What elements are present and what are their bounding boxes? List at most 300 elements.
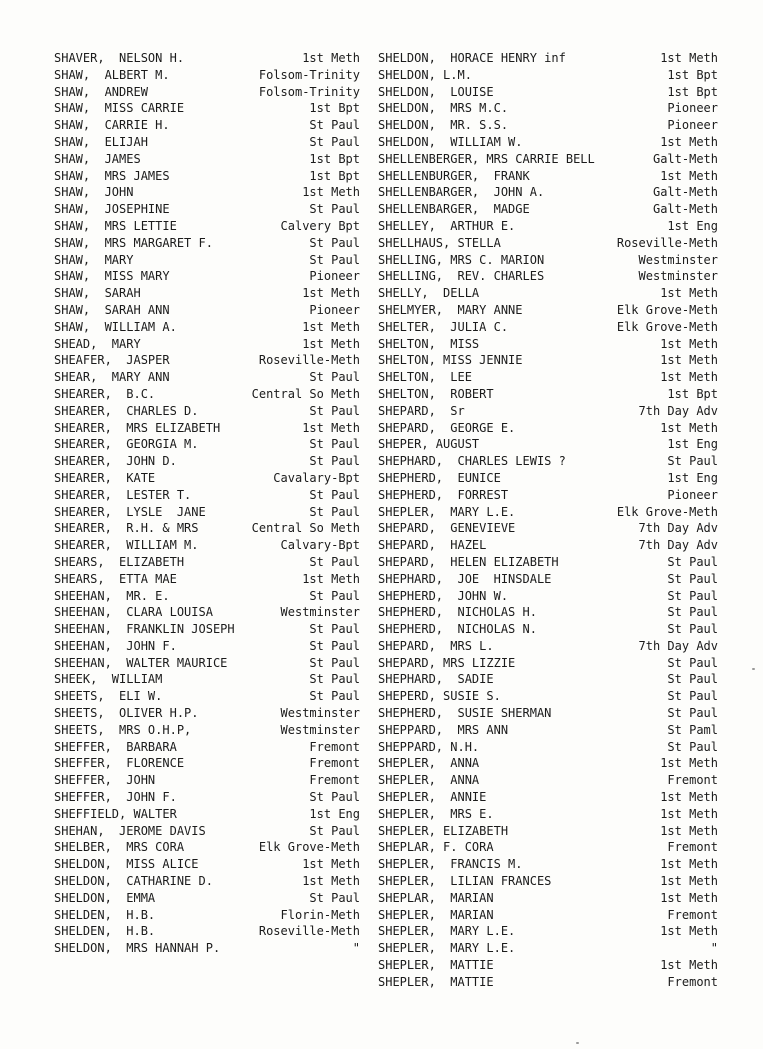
- list-item: [378, 84, 718, 101]
- list-item: [378, 755, 718, 772]
- entry-name: SHELLENBARGER, MADGE: [378, 202, 530, 217]
- entry-name: SHAW, MISS CARRIE: [54, 101, 185, 116]
- list-item: [378, 907, 718, 924]
- list-item: [378, 168, 718, 185]
- entry-church: St Paul: [667, 571, 718, 586]
- entry-church: 1st Meth: [302, 51, 360, 65]
- list-item: [378, 806, 718, 823]
- entry-name: SHELLING, MRS C. MARION: [378, 252, 545, 267]
- right-column: [378, 50, 718, 991]
- entry-church: St Paul: [309, 235, 360, 250]
- list-item: [54, 554, 360, 571]
- entry-name: SHEARER, GEORGIA M.: [54, 437, 199, 452]
- list-item: [54, 739, 360, 756]
- entry-name: SHEARER, B.C.: [54, 386, 156, 401]
- entry-name: SHEPARD, GEORGE E.: [378, 420, 516, 435]
- entry-name: SHELDON, HORACE HENRY inf: [378, 51, 566, 65]
- entry-church: 1st Bpt: [667, 84, 718, 99]
- entry-name: SHEPLER, MATTIE: [378, 974, 494, 989]
- entry-church: Galt-Meth: [652, 202, 718, 217]
- entry-name: SHEARS, ELIZABETH: [54, 554, 185, 569]
- entry-name: SHEFFER, JOHN F.: [54, 790, 177, 805]
- entry-church: St Paul: [667, 605, 718, 620]
- entry-church: St Paul: [667, 588, 718, 603]
- entry-name: SHEARER, KATE: [54, 470, 156, 485]
- entry-church: Roseville-Meth: [258, 924, 360, 939]
- entry-church: 1st Bpt: [667, 386, 718, 401]
- entry-church: St Paul: [309, 588, 360, 603]
- entry-church: St Paul: [309, 487, 360, 502]
- entry-name: SHELTER, JULIA C.: [378, 319, 509, 334]
- list-item: [54, 487, 360, 504]
- list-item: [54, 940, 360, 957]
- entry-church: St Paul: [309, 134, 360, 149]
- list-item: [54, 50, 360, 67]
- entry-name: SHEHAN, JEROME DAVIS: [54, 823, 206, 838]
- entry-church: St Paul: [309, 202, 360, 217]
- list-item: [378, 184, 718, 201]
- list-item: [378, 823, 718, 840]
- entry-name: SHEPHARD, CHARLES LEWIS ?: [378, 454, 566, 469]
- entry-name: SHEFFER, JOHN: [54, 773, 156, 788]
- entry-name: SHEARER, R.H. & MRS: [54, 521, 199, 536]
- list-item: [54, 873, 360, 890]
- entry-name: SHELLEY, ARTHUR E.: [378, 218, 516, 233]
- list-item: [54, 336, 360, 353]
- list-item: [378, 638, 718, 655]
- list-item: [54, 470, 360, 487]
- list-item: [378, 940, 718, 957]
- list-item: [54, 772, 360, 789]
- list-item: [378, 856, 718, 873]
- entry-name: SHAW, ANDREW: [54, 84, 148, 99]
- entry-name: SHEPARD, GENEVIEVE: [378, 521, 516, 536]
- entry-name: SHEPLER, LILIAN FRANCES: [378, 874, 552, 889]
- list-item: [378, 420, 718, 437]
- entry-church: 1st Meth: [302, 319, 360, 334]
- entry-name: SHELTON, ROBERT: [378, 386, 494, 401]
- entry-name: SHELDON, L.M.: [378, 67, 472, 82]
- entry-church: Central So Meth: [251, 521, 360, 536]
- list-item: [378, 235, 718, 252]
- list-item: [54, 386, 360, 403]
- list-item: [378, 772, 718, 789]
- entry-church: Calvery Bpt: [280, 218, 360, 233]
- entry-name: SHEAD, MARY: [54, 336, 141, 351]
- list-item: [378, 151, 718, 168]
- entry-name: SHELLING, REV. CHARLES: [378, 269, 545, 284]
- entry-church: St Paul: [667, 672, 718, 687]
- entry-name: SHEPHERD, NICHOLAS N.: [378, 622, 537, 637]
- list-item: [378, 705, 718, 722]
- entry-church: 1st Meth: [660, 806, 718, 821]
- list-item: [378, 873, 718, 890]
- entry-name: SHEEHAN, CLARA LOUISA: [54, 605, 213, 620]
- entry-name: SHELDON, MR. S.S.: [378, 118, 509, 133]
- entry-name: SHEEHAN, MR. E.: [54, 588, 170, 603]
- entry-name: SHEPLER, ANNIE: [378, 790, 487, 805]
- entry-church: St Paul: [667, 655, 718, 670]
- list-item: [378, 67, 718, 84]
- entry-name: SHAW, ELIJAH: [54, 134, 148, 149]
- list-item: [54, 604, 360, 621]
- list-item: [378, 504, 718, 521]
- list-item: [378, 100, 718, 117]
- entry-name: SHAVER, NELSON H.: [54, 51, 185, 65]
- list-item: [54, 789, 360, 806]
- list-item: [54, 571, 360, 588]
- entry-church: Westminster: [280, 706, 360, 721]
- list-item: [378, 403, 718, 420]
- entry-church: 1st Eng: [309, 806, 360, 821]
- entry-name: SHELTON, MISS: [378, 336, 480, 351]
- entry-name: SHELMYER, MARY ANNE: [378, 302, 523, 317]
- list-item: [54, 268, 360, 285]
- list-item: [378, 285, 718, 302]
- entry-church: Elk Grove-Meth: [258, 840, 360, 855]
- entry-church: 1st Meth: [660, 790, 718, 805]
- entry-name: SHEARER, LYSLE JANE: [54, 504, 206, 519]
- entry-church: 1st Meth: [302, 857, 360, 872]
- list-item: [378, 537, 718, 554]
- entry-name: SHAW, ALBERT M.: [54, 67, 170, 82]
- entry-church: Fremont: [309, 756, 360, 771]
- entry-church: St Paul: [309, 554, 360, 569]
- entry-church: Fremont: [667, 840, 718, 855]
- entry-name: SHELLHAUS, STELLA: [378, 235, 501, 250]
- entry-church: ": [710, 941, 718, 956]
- entry-church: 1st Meth: [660, 823, 718, 838]
- list-item: [54, 638, 360, 655]
- entry-name: SHEPLER, ANNA: [378, 756, 480, 771]
- list-item: [378, 554, 718, 571]
- entry-church: 1st Bpt: [309, 168, 360, 183]
- entry-name: SHELDON, MRS M.C.: [378, 101, 509, 116]
- list-item: [54, 352, 360, 369]
- entry-church: Elk Grove-Meth: [616, 319, 718, 334]
- entry-church: Westminster: [280, 722, 360, 737]
- entry-name: SHELDEN, H.B.: [54, 907, 156, 922]
- entry-church: Westminster: [638, 269, 718, 284]
- entry-name: SHEARER, MRS ELIZABETH: [54, 420, 221, 435]
- list-item: [378, 319, 718, 336]
- entry-church: Westminster: [280, 605, 360, 620]
- entry-church: 1st Bpt: [309, 151, 360, 166]
- entry-name: SHELDEN, H.B.: [54, 924, 156, 939]
- entry-name: SHEPER, AUGUST: [378, 437, 480, 452]
- entry-name: SHELTON, MISS JENNIE: [378, 353, 523, 368]
- entry-name: SHEPHERD, JOHN W.: [378, 588, 509, 603]
- entry-church: Fremont: [667, 974, 718, 989]
- entry-church: 1st Eng: [667, 218, 718, 233]
- entry-name: SHAW, MRS JAMES: [54, 168, 170, 183]
- entry-name: SHELTON, LEE: [378, 370, 472, 385]
- entry-church: 1st Meth: [660, 134, 718, 149]
- entry-church: Elk Grove-Meth: [616, 302, 718, 317]
- entry-name: SHAW, JOHN: [54, 185, 134, 200]
- list-item: [378, 957, 718, 974]
- entry-church: St Paml: [667, 722, 718, 737]
- entry-church: Fremont: [667, 773, 718, 788]
- entry-church: 7th Day Adv: [638, 638, 718, 653]
- entry-name: SHEPARD, Sr: [378, 403, 465, 418]
- entry-church: 1st Meth: [302, 874, 360, 889]
- entry-name: SHAW, SARAH: [54, 286, 141, 301]
- entry-church: St Paul: [667, 622, 718, 637]
- list-item: [378, 974, 718, 991]
- list-item: [54, 252, 360, 269]
- entry-name: SHEPHERD, FORREST: [378, 487, 509, 502]
- entry-church: St Paul: [309, 118, 360, 133]
- entry-church: St Paul: [309, 504, 360, 519]
- entry-name: SHEARER, CHARLES D.: [54, 403, 199, 418]
- entry-church: St Paul: [309, 622, 360, 637]
- list-item: [378, 655, 718, 672]
- entry-church: 7th Day Adv: [638, 521, 718, 536]
- entry-name: SHEARER, JOHN D.: [54, 454, 177, 469]
- list-item: [54, 588, 360, 605]
- left-column: [54, 50, 360, 957]
- entry-name: SHELDON, EMMA: [54, 890, 156, 905]
- entry-church: St Paul: [309, 823, 360, 838]
- entry-name: SHEPLER, MARY L.E.: [378, 504, 516, 519]
- entry-church: St Paul: [667, 454, 718, 469]
- entry-name: SHEPLER, MATTIE: [378, 958, 494, 973]
- entry-church: 1st Meth: [660, 420, 718, 435]
- list-item: [54, 823, 360, 840]
- list-item: [54, 621, 360, 638]
- entry-name: SHAW, JAMES: [54, 151, 141, 166]
- entry-church: Pioneer: [667, 487, 718, 502]
- list-item: [378, 722, 718, 739]
- entry-church: St Paul: [309, 437, 360, 452]
- list-item: [54, 705, 360, 722]
- entry-church: 1st Bpt: [667, 67, 718, 82]
- list-item: [54, 151, 360, 168]
- entry-name: SHELLY, DELLA: [378, 286, 480, 301]
- entry-name: SHEPLER, MARIAN: [378, 907, 494, 922]
- list-item: [378, 268, 718, 285]
- list-item: [378, 739, 718, 756]
- list-item: [54, 201, 360, 218]
- entry-church: 1st Meth: [660, 857, 718, 872]
- list-item: [54, 420, 360, 437]
- list-item: [54, 504, 360, 521]
- list-item: [378, 890, 718, 907]
- entry-church: 1st Meth: [660, 874, 718, 889]
- list-item: [54, 403, 360, 420]
- entry-church: St Paul: [309, 454, 360, 469]
- entry-church: 1st Meth: [660, 890, 718, 905]
- list-item: [54, 285, 360, 302]
- list-item: [54, 839, 360, 856]
- entry-name: SHEPLER, FRANCIS M.: [378, 857, 523, 872]
- list-item: [54, 890, 360, 907]
- entry-church: Galt-Meth: [652, 151, 718, 166]
- entry-name: SHEPLER, MARY L.E.: [378, 924, 516, 939]
- list-item: [54, 537, 360, 554]
- entry-name: SHEEK, WILLIAM: [54, 672, 163, 687]
- entry-church: St Paul: [309, 655, 360, 670]
- entry-church: 1st Meth: [302, 420, 360, 435]
- list-item: [54, 856, 360, 873]
- list-item: [54, 67, 360, 84]
- entry-church: 1st Meth: [660, 51, 718, 65]
- list-item: [378, 923, 718, 940]
- entry-church: Cavalary-Bpt: [273, 470, 360, 485]
- entry-name: SHEPHERD, NICHOLAS H.: [378, 605, 537, 620]
- entry-name: SHEARER, WILLIAM M.: [54, 538, 199, 553]
- entry-name: SHEARER, LESTER T.: [54, 487, 192, 502]
- list-item: [378, 789, 718, 806]
- entry-name: SHELDON, WILLIAM W.: [378, 134, 523, 149]
- entry-church: St Paul: [309, 790, 360, 805]
- list-item: [54, 134, 360, 151]
- entry-name: SHAW, MRS LETTIE: [54, 218, 177, 233]
- entry-church: 1st Meth: [660, 924, 718, 939]
- entry-name: SHEAR, MARY ANN: [54, 370, 170, 385]
- entry-church: 1st Meth: [660, 353, 718, 368]
- list-item: [378, 453, 718, 470]
- entry-church: Fremont: [309, 773, 360, 788]
- entry-name: SHAW, MARY: [54, 252, 134, 267]
- entry-church: Fremont: [667, 907, 718, 922]
- entry-church: St Paul: [667, 554, 718, 569]
- entry-name: SHELDON, MRS HANNAH P.: [54, 941, 221, 956]
- entry-church: Elk Grove-Meth: [616, 504, 718, 519]
- entry-church: Central So Meth: [251, 386, 360, 401]
- entry-name: SHELLENBERGER, MRS CARRIE BELL: [378, 151, 595, 166]
- entry-name: SHEAFER, JASPER: [54, 353, 170, 368]
- entry-church: Galt-Meth: [652, 185, 718, 200]
- entry-church: Florin-Meth: [280, 907, 360, 922]
- list-item: [378, 336, 718, 353]
- entry-name: SHEPLER, ELIZABETH: [378, 823, 509, 838]
- entry-name: SHEPLAR, F. CORA: [378, 840, 494, 855]
- entry-church: 1st Eng: [667, 437, 718, 452]
- entry-church: Folsom-Trinity: [258, 84, 360, 99]
- list-item: [54, 100, 360, 117]
- list-item: [378, 436, 718, 453]
- entry-church: 1st Meth: [660, 336, 718, 351]
- entry-church: Pioneer: [309, 269, 360, 284]
- list-item: [378, 688, 718, 705]
- list-item: [378, 520, 718, 537]
- entry-name: SHELLENBARGER, JOHN A.: [378, 185, 545, 200]
- entry-church: St Paul: [667, 689, 718, 704]
- entry-name: SHELBER, MRS CORA: [54, 840, 185, 855]
- entry-name: SHEPHARD, JOE HINSDALE: [378, 571, 552, 586]
- list-item: [378, 252, 718, 269]
- entry-church: St Paul: [309, 672, 360, 687]
- list-item: [54, 117, 360, 134]
- entry-name: SHEETS, OLIVER H.P.: [54, 706, 199, 721]
- list-item: [378, 386, 718, 403]
- list-item: [54, 520, 360, 537]
- entry-church: ": [352, 941, 360, 956]
- entry-church: 1st Meth: [302, 571, 360, 586]
- entry-church: St Paul: [667, 739, 718, 754]
- list-item: [54, 84, 360, 101]
- entry-name: SHEARS, ETTA MAE: [54, 571, 177, 586]
- list-item: [378, 621, 718, 638]
- list-item: [378, 369, 718, 386]
- list-item: [378, 470, 718, 487]
- list-item: [54, 235, 360, 252]
- list-item: [54, 319, 360, 336]
- list-item: [378, 201, 718, 218]
- entry-name: SHEPPARD, N.H.: [378, 739, 480, 754]
- list-item: [378, 588, 718, 605]
- entry-church: St Paul: [309, 403, 360, 418]
- list-item: [54, 907, 360, 924]
- list-item: [54, 755, 360, 772]
- entry-church: St Paul: [309, 890, 360, 905]
- entry-church: Fremont: [309, 739, 360, 754]
- list-item: [54, 369, 360, 386]
- entry-church: Westminster: [638, 252, 718, 267]
- entry-name: SHEEHAN, WALTER MAURICE: [54, 655, 228, 670]
- entry-name: SHEFFER, BARBARA: [54, 739, 177, 754]
- entry-name: SHEFFIELD, WALTER: [54, 806, 177, 821]
- entry-name: SHEPHERD, EUNICE: [378, 470, 501, 485]
- list-item: [378, 134, 718, 151]
- entry-church: Roseville-Meth: [258, 353, 360, 368]
- paper-speck: [576, 1042, 579, 1044]
- entry-church: 1st Meth: [660, 286, 718, 301]
- entry-name: SHEPARD, MRS LIZZIE: [378, 655, 516, 670]
- entry-name: SHEETS, MRS O.H.P,: [54, 722, 192, 737]
- entry-church: 1st Meth: [302, 185, 360, 200]
- entry-name: SHEETS, ELI W.: [54, 689, 163, 704]
- entry-name: SHEPHERD, SUSIE SHERMAN: [378, 706, 552, 721]
- entry-name: SHAW, CARRIE H.: [54, 118, 170, 133]
- entry-church: St Paul: [667, 706, 718, 721]
- list-item: [378, 839, 718, 856]
- entry-church: St Paul: [309, 252, 360, 267]
- entry-name: SHEPLER, MRS E.: [378, 806, 494, 821]
- list-item: [54, 184, 360, 201]
- list-item: [378, 571, 718, 588]
- entry-name: SHEPLER, MARY L.E.: [378, 941, 516, 956]
- list-item: [54, 923, 360, 940]
- entry-name: SHEPLAR, MARIAN: [378, 890, 494, 905]
- list-item: [378, 671, 718, 688]
- entry-church: 7th Day Adv: [638, 538, 718, 553]
- entry-church: 1st Eng: [667, 470, 718, 485]
- entry-name: SHEPHARD, SADIE: [378, 672, 494, 687]
- entry-church: 1st Meth: [302, 286, 360, 301]
- list-item: [54, 655, 360, 672]
- entry-name: SHEEHAN, JOHN F.: [54, 638, 177, 653]
- list-item: [378, 352, 718, 369]
- entry-church: Pioneer: [309, 302, 360, 317]
- list-item: [378, 604, 718, 621]
- list-item: [54, 436, 360, 453]
- entry-church: St Paul: [309, 370, 360, 385]
- list-item: [54, 168, 360, 185]
- entry-church: 1st Bpt: [309, 101, 360, 116]
- entry-church: Calvary-Bpt: [280, 538, 360, 553]
- entry-name: SHEPERD, SUSIE S.: [378, 689, 501, 704]
- entry-church: 1st Meth: [660, 958, 718, 973]
- entry-church: 1st Meth: [660, 370, 718, 385]
- entry-name: SHEPLER, ANNA: [378, 773, 480, 788]
- entry-church: 1st Meth: [302, 336, 360, 351]
- list-item: [54, 688, 360, 705]
- entry-name: SHEPARD, MRS L.: [378, 638, 494, 653]
- list-item: [378, 302, 718, 319]
